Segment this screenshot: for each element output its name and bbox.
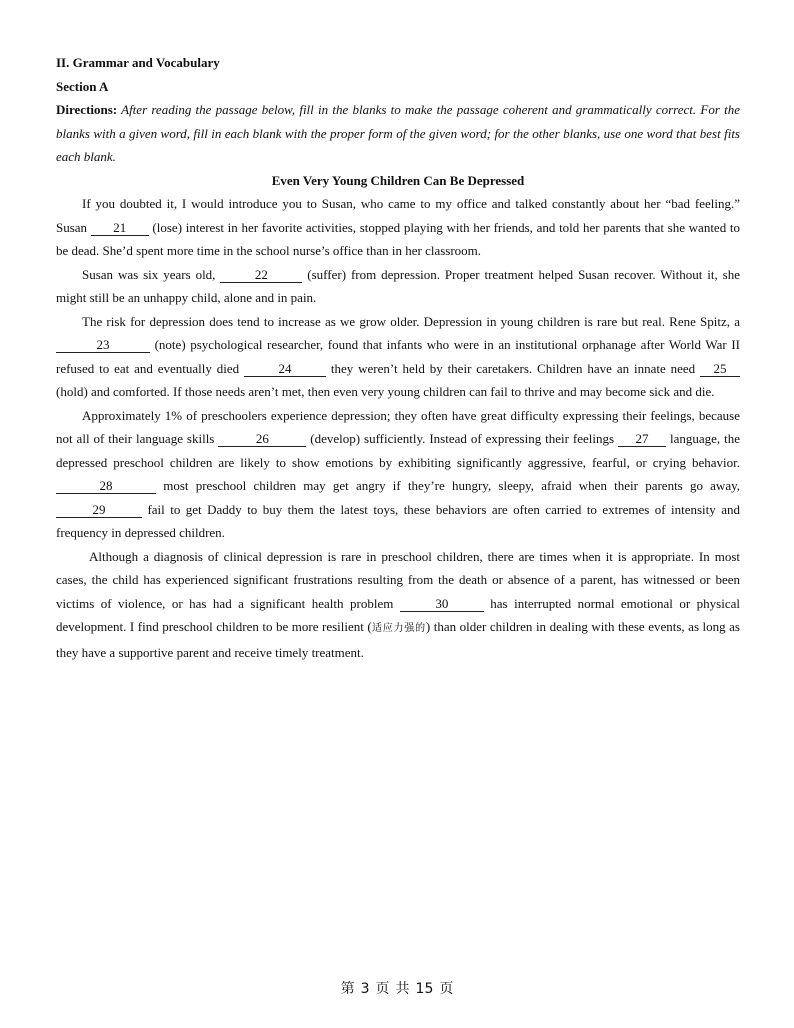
footer-ye-2: 页 — [439, 981, 454, 997]
text-run: Although a diagnosis of clinical depression is rare in preschool children, there are times when it is appropriate. In most cases, the child has experienced significant frustrations resulting from the death or absence of a parent, has witnessed or been victims of violence, or has had a significant health problem — [56, 548, 740, 611]
blank-24[interactable]: 24 — [244, 362, 326, 377]
blank-22[interactable]: 22 — [220, 268, 302, 283]
page-footer — [0, 978, 794, 998]
text-run: ) than older children in dealing with these events, as long as they have a supportive parent and receive timely treatment. — [56, 619, 740, 660]
text-run: they weren’t held by their caretakers. Children have an innate need — [326, 360, 700, 376]
blank-29[interactable]: 29 — [56, 503, 142, 518]
section-heading: II. Grammar and Vocabulary — [56, 55, 220, 70]
blank-30[interactable]: 30 — [400, 597, 484, 612]
text-run: (lose) interest in her favorite activities, stopped playing with her friends, and told her parents that she wanted to be dead. She’d spent more time in the school nurse’s office than in her classroom. — [56, 219, 740, 258]
blank-23[interactable]: 23 — [56, 338, 150, 353]
blank-26[interactable]: 26 — [218, 432, 306, 447]
paragraph-5 — [56, 545, 740, 665]
page-content — [56, 51, 740, 664]
directions-label: Directions: — [56, 102, 118, 117]
paragraph-2 — [56, 263, 740, 310]
total-pages: 15 — [415, 981, 434, 997]
text-run: (suffer) from depression. Proper treatment helped Susan recover. Without it, she might still be an unhappy child, alone and in pain. — [56, 266, 740, 305]
passage-title: Even Very Young Children Can Be Depressed — [271, 172, 525, 188]
text-run: If you doubted it, I would introduce you to Susan, who came to my office and talked constantly about her “bad feeling.” Susan — [56, 196, 740, 235]
text-run: Approximately 1% of preschoolers experience depression; they often have great difficulty expressing their feelings, because not all of their language skills — [56, 407, 740, 446]
text-run: Susan was six years old, — [82, 266, 221, 282]
paragraph-1 — [56, 192, 740, 263]
chinese-gloss: 适应力强的 — [371, 623, 426, 634]
directions — [56, 98, 740, 169]
footer-ye: 页 — [375, 981, 390, 997]
text-run: most preschool children may get angry if they’re hungry, sleepy, afraid when their parents go away, — [156, 478, 740, 493]
section-subheading: Section A — [56, 78, 109, 94]
text-run: has interrupted normal emotional or physical development. I find preschool children to be more resilient ( — [56, 595, 740, 634]
blank-28[interactable]: 28 — [56, 479, 156, 494]
footer-di: 第 — [340, 981, 355, 997]
footer-gong: 共 — [395, 981, 410, 997]
text-run: The risk for depression does tend to increase as we grow older. Depression in young children is rare but real. Rene Spitz, a — [82, 313, 740, 329]
text-run: (note) psychological researcher, found that infants who were in an institutional orphanage after World War II refused to eat and eventually died — [56, 337, 740, 376]
paragraph-4 — [56, 404, 740, 545]
blank-27[interactable]: 27 — [618, 432, 666, 447]
text-run: (hold) and comforted. If those needs aren’t met, then even very young children can fail to thrive and may become sick and die. — [56, 384, 715, 399]
blank-25[interactable]: 25 — [700, 362, 740, 377]
paragraph-3 — [56, 310, 740, 404]
page-number: 3 — [360, 981, 370, 997]
text-run: fail to get Daddy to buy them the latest toys, these behaviors are often carried to extremes of intensity and frequency in depressed children. — [56, 501, 740, 540]
directions-text: After reading the passage below, fill in the blanks to make the passage coherent and grammatically correct. For the blanks with a given word, fill in each blank with the proper form of the given word; for the other blanks, use one word that best fits each blank. — [56, 102, 740, 164]
text-run: language, the depressed preschool children are likely to show emotions by exhibiting significantly aggressive, fearful, or crying behavior. — [56, 431, 740, 470]
blank-21[interactable]: 21 — [91, 221, 149, 236]
text-run: (develop) sufficiently. Instead of expressing their feelings — [306, 431, 619, 446]
